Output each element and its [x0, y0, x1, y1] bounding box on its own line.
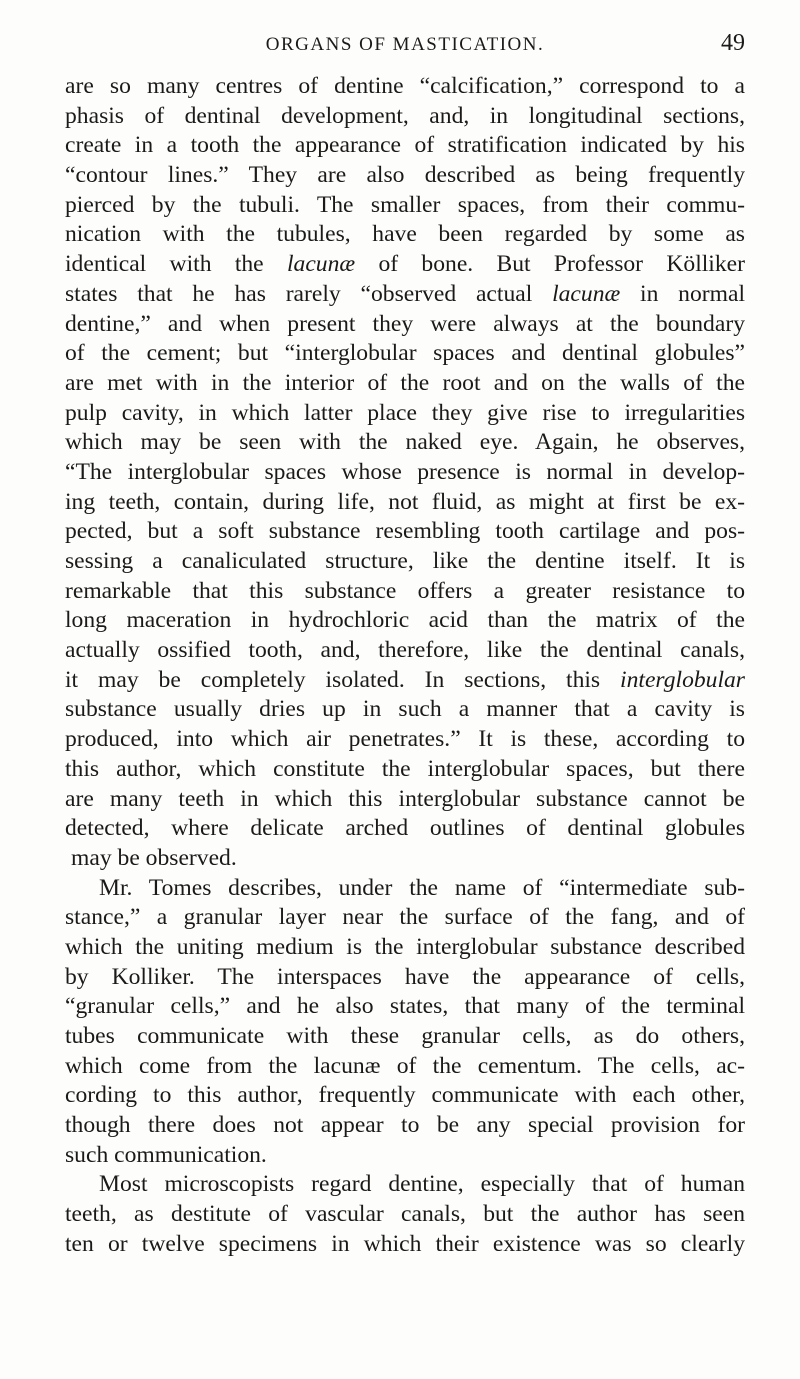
- paragraph-start-line: Mr. Tomes describes, under the name of “intermediate sub-: [99, 874, 745, 901]
- text-line: actually ossified tooth, and, therefore, like the dentinal canals,: [65, 637, 745, 664]
- text-line: this author, which constitute the interglobular spaces, but there: [65, 755, 745, 782]
- text-line: pulp cavity, in which latter place they give rise to irregularities: [65, 399, 745, 426]
- body-text: [65, 72, 745, 1260]
- running-title: ORGANS OF MASTICATION.: [265, 34, 545, 55]
- text-line: pierced by the tubuli. The smaller spaces, from their commu-: [65, 191, 745, 218]
- text-line: teeth, as destitute of vascular canals, but the author has seen: [65, 1201, 745, 1228]
- text-line: of the cement; but “interglobular spaces and dentinal globules”: [65, 340, 745, 367]
- text-line: stance,” a granular layer near the surface of the fang, and of: [65, 904, 745, 931]
- text-line: by Kolliker. The interspaces have the appearance of cells,: [65, 963, 745, 990]
- text-line: identical with the lacunæ of bone. But Professor Kölliker: [65, 251, 745, 278]
- text-line: which may be seen with the naked eye. Again, he observes,: [65, 429, 745, 456]
- text-line: long maceration in hydrochloric acid than the matrix of the: [65, 607, 745, 634]
- paragraph-start-line: Most microscopists regard dentine, especially that of human: [99, 1171, 745, 1198]
- text-line: ten or twelve specimens in which their existence was so clearly: [65, 1230, 745, 1257]
- text-line: are so many centres of dentine “calcification,” correspond to a: [65, 73, 745, 99]
- text-line: phasis of dentinal development, and, in longitudinal sections,: [65, 102, 745, 129]
- text-line: which the uniting medium is the interglobular substance described: [65, 933, 745, 960]
- text-line: which come from the lacunæ of the cementum. The cells, ac-: [65, 1052, 745, 1079]
- text-line: remarkable that this substance offers a greater resistance to: [65, 577, 745, 604]
- text-line: substance usually dries up in such a manner that a cavity is: [65, 696, 745, 723]
- text-line: cording to this author, frequently communicate with each other,: [65, 1082, 745, 1109]
- text-line: “granular cells,” and he also states, that many of the terminal: [65, 993, 745, 1020]
- text-line: create in a tooth the appearance of stratification indicated by his: [65, 132, 745, 159]
- text-line: detected, where delicate arched outlines of dentinal globules: [65, 815, 745, 842]
- paragraph-end-line: may be observed.: [71, 844, 237, 871]
- text-line: states that he has rarely “observed actual lacunæ in normal: [65, 280, 746, 307]
- paragraph-end-line: such communication.: [65, 1141, 267, 1168]
- page-number: 49: [721, 30, 745, 56]
- text-line: are many teeth in which this interglobular substance cannot be: [65, 785, 745, 812]
- text-line: tubes communicate with these granular cells, as do others,: [65, 1023, 745, 1049]
- text-line: are met with in the interior of the root and on the walls of the: [65, 369, 745, 396]
- text-line: ing teeth, contain, during life, not fluid, as might at first be ex-: [65, 488, 745, 515]
- text-line: produced, into which air penetrates.” It is these, according to: [65, 726, 745, 753]
- text-line: pected, but a soft substance resembling tooth cartilage and pos-: [65, 518, 745, 545]
- text-line: dentine,” and when present they were always at the boundary: [65, 310, 745, 337]
- text-line: though there does not appear to be any special provision for: [65, 1112, 745, 1139]
- text-line: “contour lines.” They are also described as being frequently: [65, 162, 745, 189]
- text-line: sessing a canaliculated structure, like the dentine itself. It is: [65, 548, 745, 574]
- text-line: it may be completely isolated. In sections, this interglobular: [65, 666, 745, 693]
- text-line: nication with the tubules, have been regarded by some as: [65, 221, 745, 248]
- text-line: “The interglobular spaces whose presence is normal in develop-: [65, 458, 745, 485]
- page-header: [65, 30, 745, 60]
